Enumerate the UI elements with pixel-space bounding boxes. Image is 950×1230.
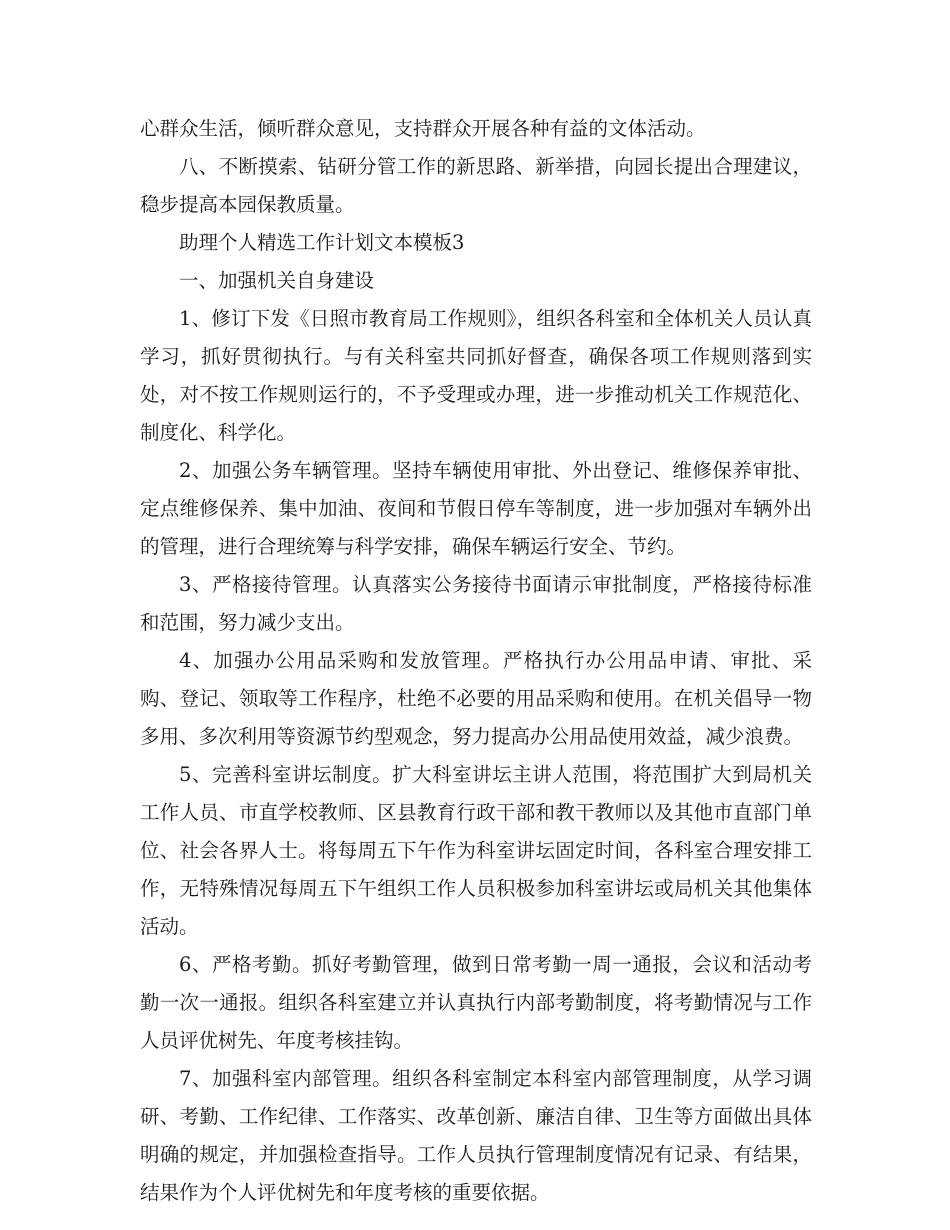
paragraph-item-2: 2、加强公务车辆管理。坚持车辆使用审批、外出登记、维修保养审批、定点维修保养、集中加油、夜间和节假日停车等制度，进一步加强对车辆外出的管理，进行合理统筹与科学安排，确保车辆运行安全、节约。 — [140, 459, 812, 558]
paragraph-item-6: 6、严格考勤。抓好考勤管理，做到日常考勤一周一通报，会议和活动考勤一次一通报。组织各科室建立并认真执行内部考勤制度，将考勤情况与工作人员评优树先、年度考核挂钩。 — [140, 953, 812, 1052]
paragraph-continuation: 心群众生活，倾听群众意见，支持群众开展各种有益的文体活动。 — [140, 117, 706, 140]
paragraph-item-8: 八、不断摸索、钻研分管工作的新思路、新举措，向园长提出合理建议，稳步提高本园保教质量。 — [140, 155, 812, 216]
paragraph-item-3: 3、严格接待管理。认真落实公务接待书面请示审批制度，严格接待标准和范围，努力减少支出。 — [140, 573, 812, 634]
paragraph-item-4: 4、加强办公用品采购和发放管理。严格执行办公用品申请、审批、采购、登记、领取等工作程序，杜绝不必要的用品采购和使用。在机关倡导一物多用、多次利用等资源节约型观念，努力提高办公用品使用效益，减少浪费。 — [140, 649, 812, 748]
section-title: 助理个人精选工作计划文本模板3 — [179, 231, 465, 254]
paragraph-item-7: 7、加强科室内部管理。组织各科室制定本科室内部管理制度，从学习调研、考勤、工作纪律、工作落实、改革创新、廉洁自律、卫生等方面做出具体明确的规定，并加强检查指导。工作人员执行管理制度情况有记录、有结果，结果作为个人评优树先和年度考核的重要依据。 — [140, 1067, 812, 1204]
document-page — [140, 110, 812, 1212]
paragraph-item-1: 1、修订下发《日照市教育局工作规则》，组织各科室和全体机关人员认真学习，抓好贯彻执行。与有关科室共同抓好督查，确保各项工作规则落到实处，对不按工作规则运行的，不予受理或办理，进一步推动机关工作规范化、制度化、科学化。 — [140, 307, 812, 444]
paragraph-item-5: 5、完善科室讲坛制度。扩大科室讲坛主讲人范围，将范围扩大到局机关工作人员、市直学校教师、区县教育行政干部和教干教师以及其他市直部门单位、社会各界人士。将每周五下午作为科室讲坛固定时间，各科室合理安排工作，无特殊情况每周五下午组织工作人员积极参加科室讲坛或局机关其他集体活动。 — [140, 763, 812, 938]
section-heading-1: 一、加强机关自身建设 — [179, 269, 375, 292]
